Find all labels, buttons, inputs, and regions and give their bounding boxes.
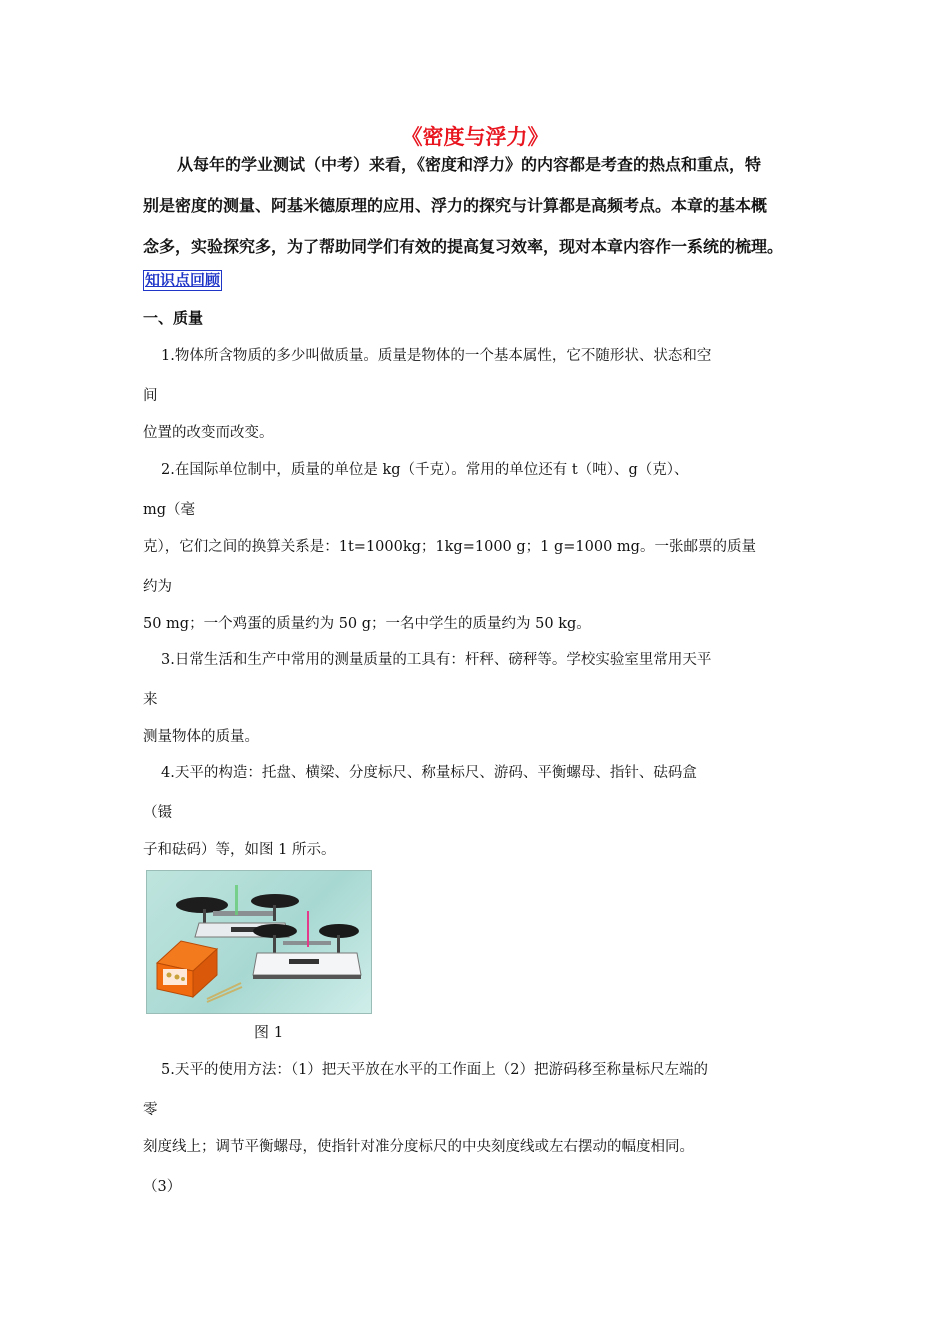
paragraph-line: 1.物体所含物质的多少叫做质量。质量是物体的一个基本属性，它不随形状、状态和空 xyxy=(161,348,712,364)
paragraph-line: 刻度线上；调节平衡螺母，使指针对准分度标尺的中央刻度线或左右摆动的幅度相同。 xyxy=(143,1139,694,1155)
intro-line-2: 别是密度的测量、阿基米德原理的应用、浮力的探究与计算都是高频考点。本章的基本概 xyxy=(143,196,768,215)
document-title: 《密度与浮力》 xyxy=(401,125,549,149)
paragraph-line: 位置的改变而改变。 xyxy=(143,425,274,441)
paragraph-line: 间 xyxy=(143,388,158,404)
figure-caption: 图 1 xyxy=(254,1023,284,1041)
paragraph-line: 子和砝码）等，如图 1 所示。 xyxy=(143,842,336,858)
paragraph-line: mg（毫 xyxy=(143,502,196,518)
intro-line-3: 念多，实验探究多，为了帮助同学们有效的提高复习效率，现对本章内容作一系统的梳理。 xyxy=(143,237,784,256)
paragraph-line: 3.日常生活和生产中常用的测量质量的工具有：杆秤、磅秤等。学校实验室里常用天平 xyxy=(161,652,712,668)
section-label-link[interactable]: 知识点回顾 xyxy=(145,271,221,289)
heading-mass: 一、质量 xyxy=(143,309,204,327)
intro-line-1: 从每年的学业测试（中考）来看，《密度和浮力》的内容都是考查的热点和重点，特 xyxy=(177,155,762,174)
paragraph-line: 测量物体的质量。 xyxy=(143,729,259,745)
paragraph-line: 5.天平的使用方法：（1）把天平放在水平的工作面上（2）把游码移至称量标尺左端的 xyxy=(161,1062,709,1078)
paragraph-line: 50 mg；一个鸡蛋的质量约为 50 g；一名中学生的质量约为 50 kg。 xyxy=(143,616,591,632)
paragraph-line: 2.在国际单位制中，质量的单位是 kg（千克）。常用的单位还有 t（吨）、g（克）、 xyxy=(161,462,689,478)
paragraph-line: （镊 xyxy=(143,805,172,821)
paragraph-line: 克），它们之间的换算关系是：1t=1000kg；1kg=1000 g；1 g=1000 mg。一张邮票的质量 xyxy=(143,539,756,555)
paragraph-line: 零 xyxy=(143,1102,158,1118)
balance-photo xyxy=(146,870,372,1014)
paragraph-line: （3） xyxy=(143,1179,182,1195)
paragraph-line: 来 xyxy=(143,692,158,708)
paragraph-line: 4.天平的构造：托盘、横梁、分度标尺、称量标尺、游码、平衡螺母、指针、砝码盒 xyxy=(161,765,697,781)
balance-illustration xyxy=(147,871,371,1013)
paragraph-line: 约为 xyxy=(143,579,172,595)
